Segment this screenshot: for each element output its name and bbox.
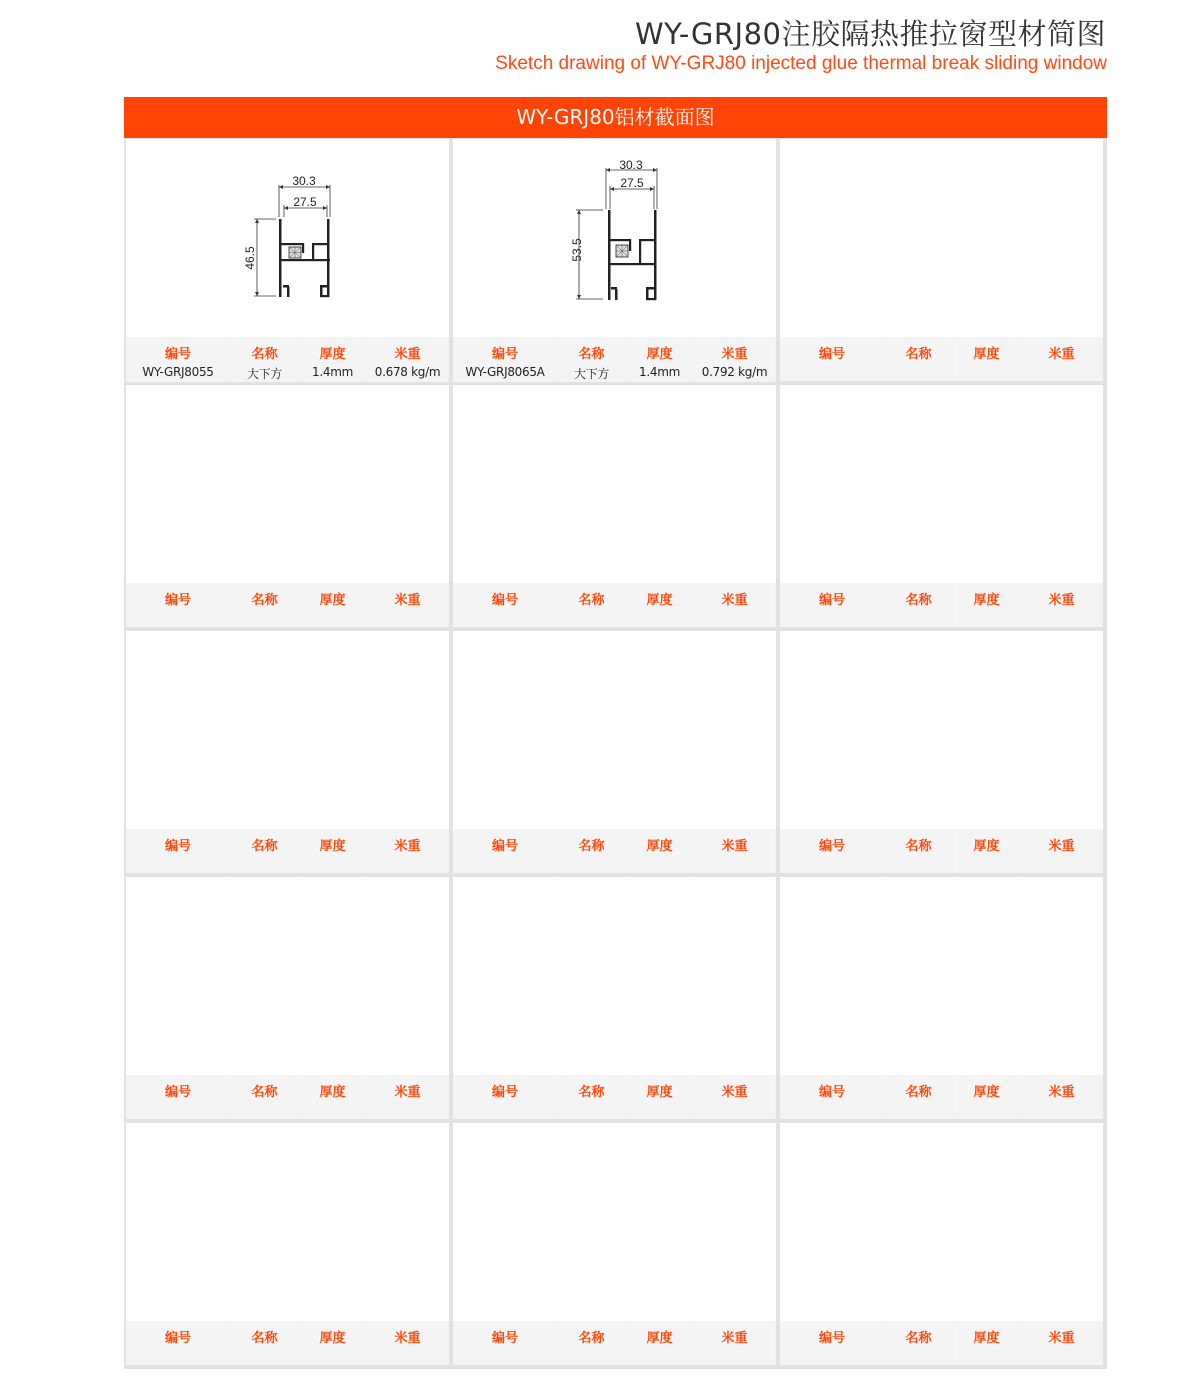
page-title: WY-GRJ80注胶隔热推拉窗型材简图 xyxy=(634,17,1106,51)
profile-card xyxy=(780,139,1103,381)
name-label: 名称 xyxy=(905,593,932,608)
profile-section xyxy=(279,219,330,297)
weight-label: 米重 xyxy=(1048,1331,1075,1346)
height-label: 46.5 xyxy=(243,246,257,270)
outer-width-label: 30.3 xyxy=(619,158,643,172)
thickness-label: 厚度 xyxy=(973,347,1000,362)
profile-drawing xyxy=(126,1123,449,1321)
weight-label: 米重 xyxy=(1048,1085,1075,1100)
inner-width-label: 27.5 xyxy=(620,176,644,190)
code-label: 编号 xyxy=(491,593,518,608)
weight-label: 米重 xyxy=(1048,593,1075,608)
name-label: 名称 xyxy=(251,839,278,854)
thickness-label: 厚度 xyxy=(646,1085,673,1100)
section-drawing-8065a xyxy=(453,139,776,337)
weight-value: 0.792 kg/m xyxy=(701,365,768,379)
thickness-label: 厚度 xyxy=(646,347,673,362)
name-label: 名称 xyxy=(905,347,932,362)
code-value: WY-GRJ8055 xyxy=(142,365,214,379)
code-label: 编号 xyxy=(491,839,518,854)
profile-section xyxy=(608,210,657,300)
name-label: 名称 xyxy=(251,1331,278,1346)
weight-label: 米重 xyxy=(394,347,421,362)
weight-label: 米重 xyxy=(394,1331,421,1346)
weight-label: 米重 xyxy=(721,839,748,854)
weight-label: 米重 xyxy=(721,593,748,608)
profile-card xyxy=(453,877,776,1119)
name-label: 名称 xyxy=(578,347,605,362)
name-label: 名称 xyxy=(905,1331,932,1346)
profile-card xyxy=(126,877,449,1119)
code-label: 编号 xyxy=(491,1331,518,1346)
profile-card xyxy=(780,631,1103,873)
inner-width-label: 27.5 xyxy=(293,195,317,209)
profile-sheet xyxy=(124,97,1107,1369)
thickness-label: 厚度 xyxy=(319,1331,346,1346)
profile-grid xyxy=(126,139,1105,1367)
weight-label: 米重 xyxy=(1048,839,1075,854)
thickness-label: 厚度 xyxy=(973,1085,1000,1100)
profile-drawing xyxy=(453,631,776,829)
profile-card xyxy=(126,631,449,873)
profile-card xyxy=(126,1123,449,1365)
profile-card xyxy=(453,631,776,873)
profile-drawing xyxy=(780,139,1103,337)
code-label: 编号 xyxy=(818,839,845,854)
name-label: 名称 xyxy=(905,1085,932,1100)
profile-drawing xyxy=(453,385,776,583)
thickness-label: 厚度 xyxy=(646,1331,673,1346)
section-drawing-8055 xyxy=(126,139,449,337)
code-label: 编号 xyxy=(164,347,191,362)
thickness-label: 厚度 xyxy=(646,593,673,608)
profile-card xyxy=(126,139,449,381)
name-value: 大下方 xyxy=(573,367,610,381)
weight-value: 0.678 kg/m xyxy=(374,365,441,379)
thickness-label: 厚度 xyxy=(646,839,673,854)
profile-drawing xyxy=(453,1123,776,1321)
profile-card xyxy=(453,139,776,381)
profile-drawing xyxy=(453,139,776,337)
height-label: 53.5 xyxy=(570,238,584,262)
profile-drawing xyxy=(126,877,449,1075)
name-label: 名称 xyxy=(578,1085,605,1100)
profile-card xyxy=(780,877,1103,1119)
section-title: WY-GRJ80铝材截面图 xyxy=(124,97,1107,138)
weight-label: 米重 xyxy=(721,1331,748,1346)
code-label: 编号 xyxy=(818,347,845,362)
profile-drawing xyxy=(780,385,1103,583)
name-label: 名称 xyxy=(578,839,605,854)
weight-label: 米重 xyxy=(721,347,748,362)
profile-card xyxy=(126,385,449,627)
profile-card xyxy=(780,385,1103,627)
name-label: 名称 xyxy=(251,347,278,362)
code-label: 编号 xyxy=(164,1331,191,1346)
code-label: 编号 xyxy=(491,1085,518,1100)
outer-width-label: 30.3 xyxy=(292,174,316,188)
code-label: 编号 xyxy=(164,1085,191,1100)
name-label: 名称 xyxy=(905,839,932,854)
thickness-label: 厚度 xyxy=(319,593,346,608)
profile-drawing xyxy=(453,877,776,1075)
code-value: WY-GRJ8065A xyxy=(465,365,545,379)
profile-drawing xyxy=(780,1123,1103,1321)
weight-label: 米重 xyxy=(721,1085,748,1100)
weight-label: 米重 xyxy=(394,1085,421,1100)
profile-card xyxy=(453,1123,776,1365)
name-label: 名称 xyxy=(251,593,278,608)
page-subtitle: Sketch drawing of WY-GRJ80 injected glue thermal break sliding window xyxy=(495,53,1107,74)
profile-drawing xyxy=(126,631,449,829)
profile-drawing xyxy=(780,877,1103,1075)
name-label: 名称 xyxy=(578,1331,605,1346)
profile-card xyxy=(780,1123,1103,1365)
name-value: 大下方 xyxy=(246,367,283,381)
code-label: 编号 xyxy=(491,347,518,362)
weight-label: 米重 xyxy=(1048,347,1075,362)
profile-card xyxy=(453,385,776,627)
code-label: 编号 xyxy=(164,593,191,608)
code-label: 编号 xyxy=(818,1085,845,1100)
thickness-label: 厚度 xyxy=(319,347,346,362)
thickness-label: 厚度 xyxy=(973,839,1000,854)
thickness-label: 厚度 xyxy=(973,593,1000,608)
code-label: 编号 xyxy=(818,1331,845,1346)
thickness-value: 1.4mm xyxy=(639,365,680,379)
thickness-label: 厚度 xyxy=(319,839,346,854)
weight-label: 米重 xyxy=(394,839,421,854)
name-label: 名称 xyxy=(578,593,605,608)
weight-label: 米重 xyxy=(394,593,421,608)
name-label: 名称 xyxy=(251,1085,278,1100)
thickness-label: 厚度 xyxy=(319,1085,346,1100)
thickness-value: 1.4mm xyxy=(312,365,353,379)
profile-drawing xyxy=(126,385,449,583)
profile-drawing xyxy=(780,631,1103,829)
code-label: 编号 xyxy=(164,839,191,854)
profile-drawing xyxy=(126,139,449,337)
code-label: 编号 xyxy=(818,593,845,608)
thickness-label: 厚度 xyxy=(973,1331,1000,1346)
